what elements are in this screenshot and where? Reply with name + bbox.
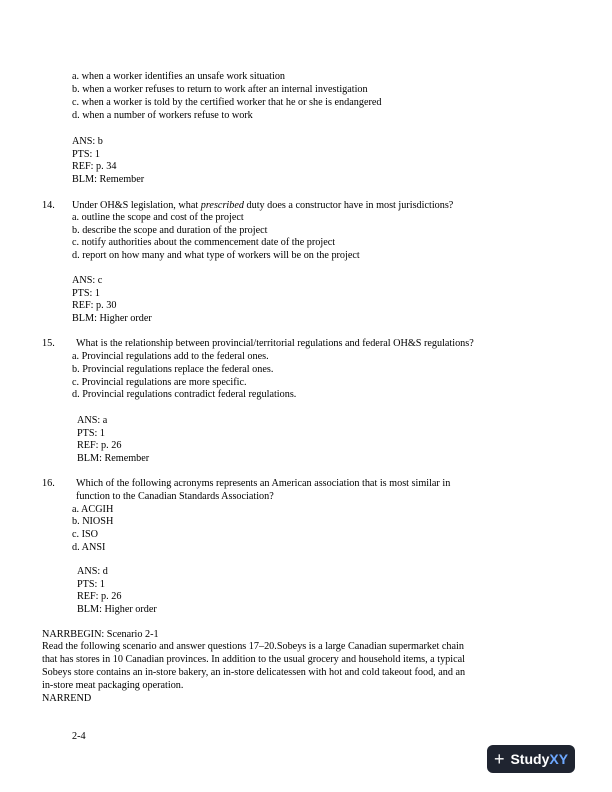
narrative-line-1: Read the following scenario and answer questions 17–20.Sobeys is a large Canadian supermarket chain: [42, 641, 464, 652]
narrative-end: NARREND: [42, 693, 92, 704]
q14-reference: REF: p. 30: [72, 300, 117, 311]
q16-stem-line-2: function to the Canadian Standards Association?: [76, 491, 274, 502]
studyxy-badge[interactable]: [487, 745, 575, 773]
q14-option-c: c. notify authorities about the commencement date of the project: [72, 237, 336, 248]
plus-icon: +: [493, 749, 505, 769]
q16-option-b: b. NIOSH: [72, 516, 114, 527]
q13-blm: BLM: Remember: [72, 174, 145, 185]
narrative-line-3: Sobeys store contains an in-store bakery, an in-store delicatessen with hot and cold takeout food, and an: [42, 667, 466, 678]
q16-answer: ANS: d: [77, 566, 108, 577]
narrative-begin: NARRBEGIN: Scenario 2-1: [42, 629, 159, 640]
narrative-line-2: that has stores in 10 Canadian provinces. In addition to the usual grocery and household items, a typical: [42, 654, 465, 665]
q13-answer: ANS: b: [72, 136, 103, 147]
q14-blm: BLM: Higher order: [72, 313, 152, 324]
q15-reference: REF: p. 26: [77, 440, 122, 451]
q14-stem-before: Under OH&S legislation, what: [72, 200, 201, 211]
q15-answer: ANS: a: [77, 415, 108, 426]
q14-stem: [72, 200, 453, 212]
q15-option-c: c. Provincial regulations are more specific.: [72, 377, 247, 388]
q15-option-b: b. Provincial regulations replace the federal ones.: [72, 364, 274, 375]
q15-blm: BLM: Remember: [77, 453, 150, 464]
q16-option-d: d. ANSI: [72, 542, 106, 553]
badge-text-study: Study: [510, 751, 550, 767]
q16-points: PTS: 1: [77, 579, 106, 590]
narrative-line-4: in-store meat packaging operation.: [42, 680, 184, 691]
page-number: 2-4: [72, 731, 86, 742]
q16-option-a: a. ACGIH: [72, 504, 114, 515]
q16-stem-line-1: Which of the following acronyms represents an American association that is most similar in: [76, 478, 451, 489]
q14-option-a: a. outline the scope and cost of the project: [72, 212, 244, 223]
q14-answer: ANS: c: [72, 275, 103, 286]
q13-option-d: d. when a number of workers refuse to work: [72, 110, 253, 121]
q13-option-a: a. when a worker identifies an unsafe work situation: [72, 71, 286, 82]
q13-option-c: c. when a worker is told by the certified worker that he or she is endangered: [72, 97, 382, 108]
q14-points: PTS: 1: [72, 288, 101, 299]
q13-points: PTS: 1: [72, 149, 101, 160]
q14-option-b: b. describe the scope and duration of the project: [72, 225, 268, 236]
q14-stem-after: duty does a constructor have in most jurisdictions?: [243, 200, 454, 211]
q16-reference: REF: p. 26: [77, 591, 122, 602]
q14-stem-italic: prescribed: [200, 200, 244, 211]
q16-blm: BLM: Higher order: [77, 604, 157, 615]
q15-option-d: d. Provincial regulations contradict federal regulations.: [72, 389, 297, 400]
q15-number: 15.: [42, 338, 55, 349]
q15-stem: What is the relationship between provincial/territorial regulations and federal OH&S regulations?: [76, 338, 474, 349]
q14-option-d: d. report on how many and what type of workers will be on the project: [72, 250, 360, 261]
q16-number: 16.: [42, 478, 55, 489]
q15-option-a: a. Provincial regulations add to the federal ones.: [72, 351, 269, 362]
q15-points: PTS: 1: [77, 428, 106, 439]
q13-option-b: b. when a worker refuses to return to work after an internal investigation: [72, 84, 368, 95]
badge-text-xy: XY: [549, 751, 569, 767]
q13-reference: REF: p. 34: [72, 161, 117, 172]
q14-number: 14.: [42, 200, 55, 211]
q16-option-c: c. ISO: [72, 529, 99, 540]
